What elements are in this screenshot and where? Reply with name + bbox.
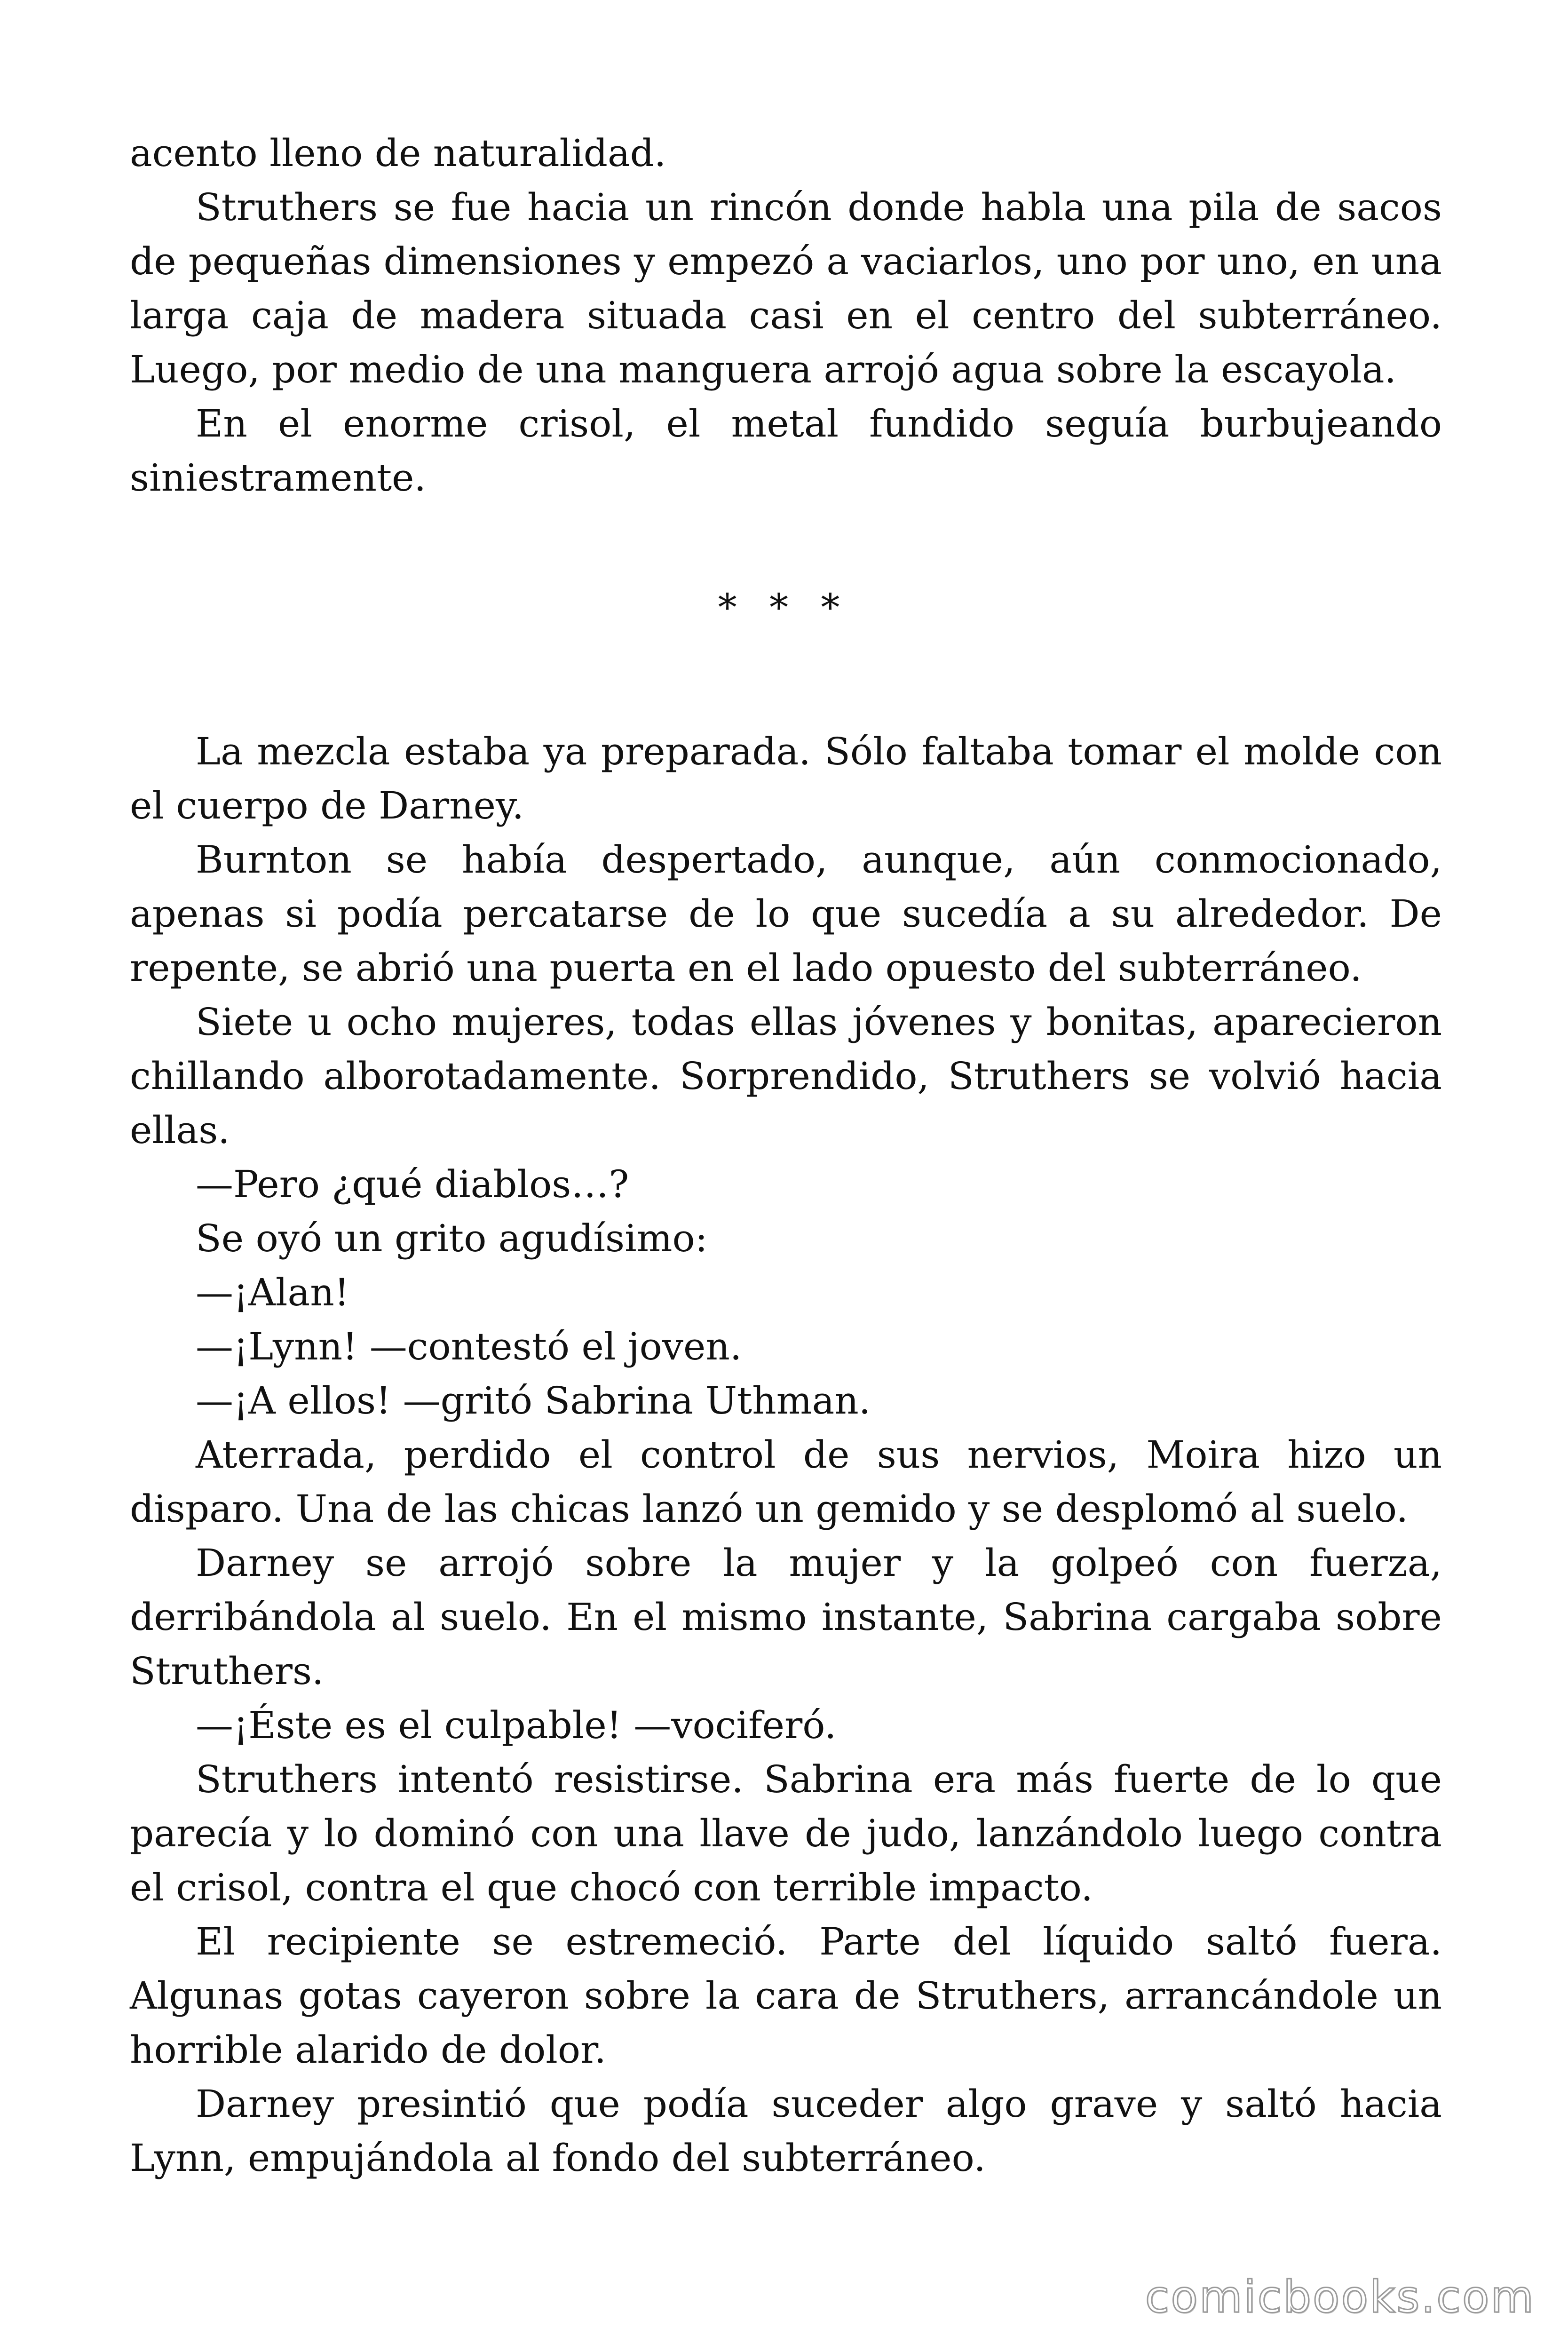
paragraph: Se oyó un grito agudísimo:	[196, 1216, 708, 1260]
paragraph: Darney se arrojó sobre la mujer y la golpeó con fuerza, derribándola al suelo. En el mismo instante, Sabrina cargaba sobre Struthers.	[130, 1541, 1442, 1693]
dialogue-line: —¡Alan!	[196, 1271, 349, 1314]
paragraph: La mezcla estaba ya preparada. Sólo faltaba tomar el molde con el cuerpo de Darney.	[130, 730, 1442, 827]
text-section-bottom	[130, 724, 1442, 2185]
paragraph: Darney presintió que podía suceder algo grave y saltó hacia Lynn, empujándola al fondo del subterráneo.	[130, 2082, 1442, 2180]
paragraph-continuation: acento lleno de naturalidad.	[130, 131, 666, 175]
paragraph: Burnton se había despertado, aunque, aún conmocionado, apenas si podía percatarse de lo que sucedía a su alrededor. De repente, se abrió una puerta en el lado opuesto del subterráneo.	[130, 838, 1442, 990]
paragraph: Aterrada, perdido el control de sus nervios, Moira hizo un disparo. Una de las chicas lanzó un gemido y se desplomó al suelo.	[130, 1433, 1442, 1531]
section-break: * * *	[718, 586, 850, 629]
dialogue-line: —Pero ¿qué diablos…?	[196, 1162, 629, 1206]
dialogue-line: —¡Éste es el culpable! —vociferó.	[196, 1703, 837, 1747]
dialogue-line: —¡Lynn! —contestó el joven.	[196, 1325, 742, 1368]
paragraph: Siete u ocho mujeres, todas ellas jóvenes y bonitas, aparecieron chillando alborotadamente. Sorprendido, Struthers se volvió hacia ellas.	[130, 1000, 1442, 1152]
text-section-top	[130, 126, 1442, 505]
paragraph: Struthers intentó resistirse. Sabrina era más fuerte de lo que parecía y lo dominó con una llave de judo, lanzándolo luego contra el crisol, contra el que chocó con terrible impacto.	[130, 1757, 1442, 1909]
paragraph: En el enorme crisol, el metal fundido seguía burbujeando siniestramente.	[130, 402, 1442, 500]
paragraph: Struthers se fue hacia un rincón donde habla una pila de sacos de pequeñas dimensiones y empezó a vaciarlos, uno por uno, en una larga caja de madera situada casi en el centro del subterráneo. Luego, por medio de una manguera arrojó agua sobre la escayola.	[130, 185, 1442, 391]
paragraph: El recipiente se estremeció. Parte del líquido saltó fuera. Algunas gotas cayeron sobre la cara de Struthers, arrancándole un horrible alarido de dolor.	[130, 1920, 1442, 2072]
watermark: comicbooks.com	[1145, 2272, 1535, 2323]
dialogue-line: —¡A ellos! —gritó Sabrina Uthman.	[196, 1379, 871, 1422]
